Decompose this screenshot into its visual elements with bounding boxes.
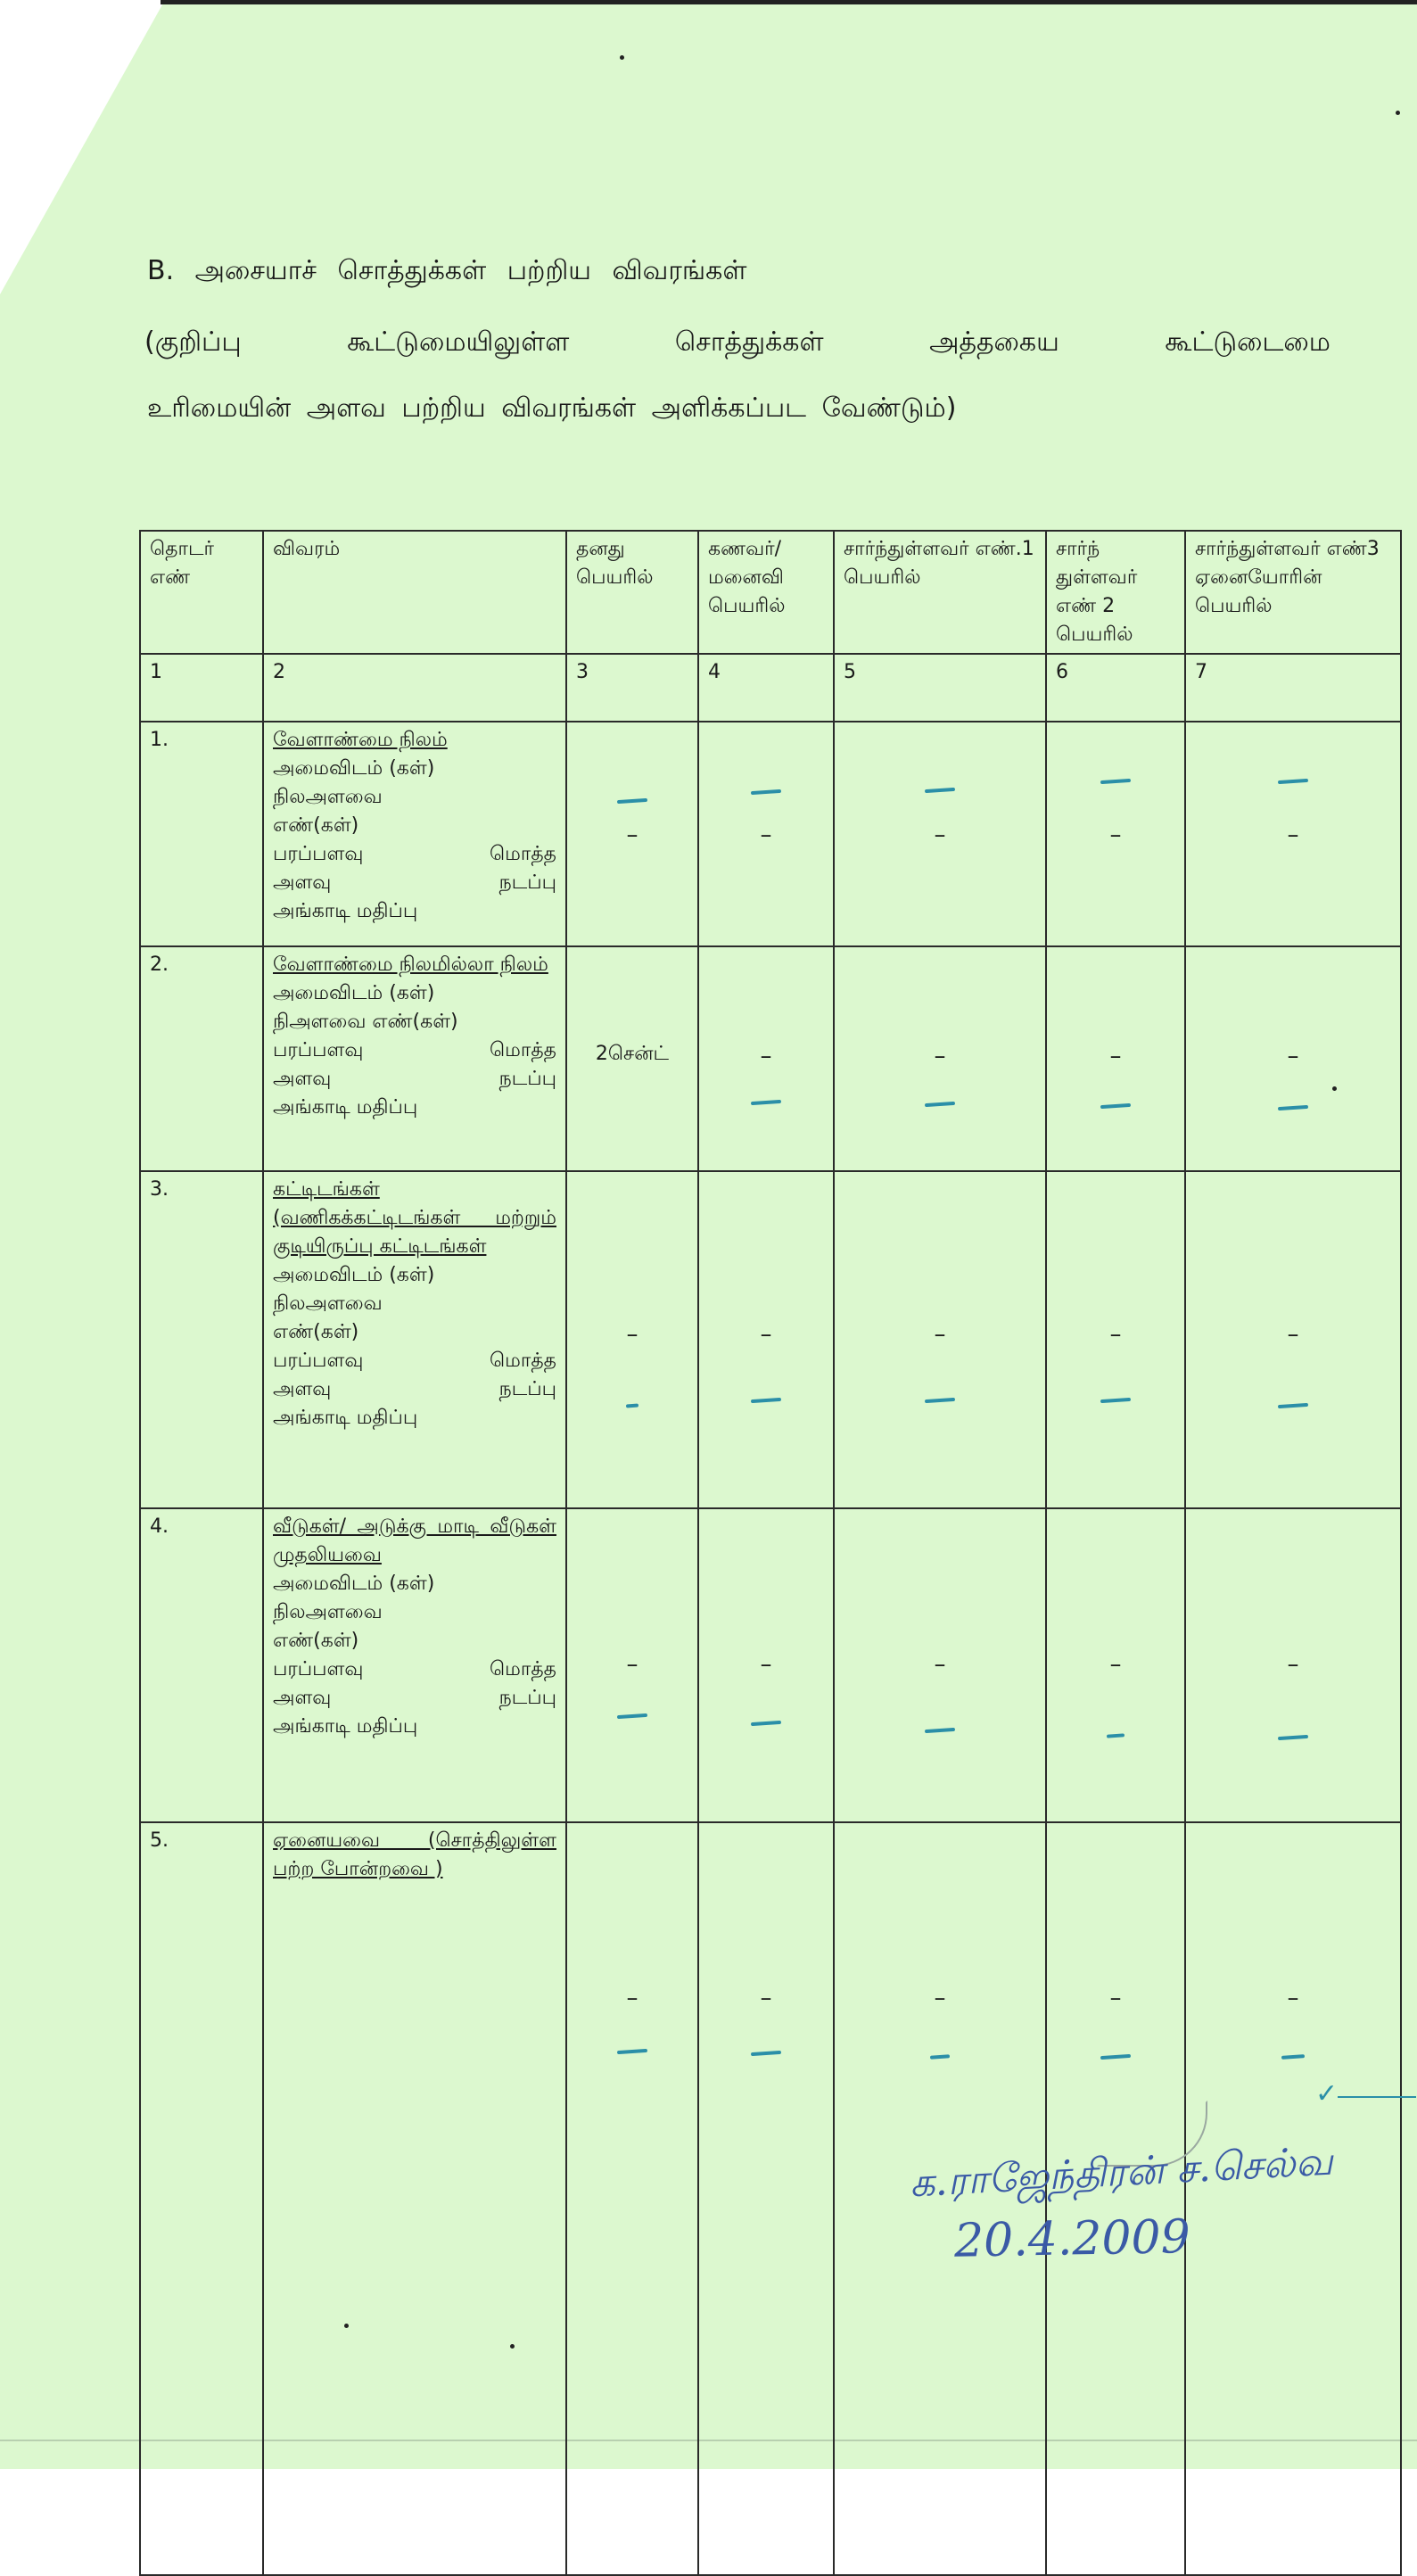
value-text: – [1287, 822, 1299, 848]
value-cell [1185, 946, 1401, 1171]
speck [1332, 1086, 1337, 1091]
item-description [263, 1822, 566, 2575]
ink-mark [751, 789, 781, 795]
value-cell [566, 946, 698, 1171]
item-description [263, 722, 566, 946]
item-detail: அங்காடி மதிப்பு [273, 1715, 418, 1738]
serial-number: 3. [140, 1171, 263, 1508]
serial-number: 4. [140, 1508, 263, 1822]
ink-mark [751, 1100, 781, 1105]
header-cell: தொடர் எண் [140, 531, 263, 654]
item-description [263, 946, 566, 1171]
item-title: கட்டிடங்கள் (வணிகக்கட்டிடங்கள் மற்றும் குடியிருப்பு கட்டிடங்கள் [273, 1178, 556, 1258]
value-cell [698, 1822, 834, 2575]
value-cell [698, 1171, 834, 1508]
note-word: கூட்டுடைமை [1165, 326, 1330, 358]
item-detail: எண்(கள்) [273, 1321, 359, 1343]
ink-mark [925, 1728, 955, 1733]
value-cell [834, 1171, 1046, 1508]
value-cell [1046, 722, 1185, 946]
ink-mark [617, 2049, 647, 2054]
item-description [263, 1171, 566, 1508]
speck [344, 2324, 349, 2328]
value-cell [698, 946, 834, 1171]
table-row [140, 1508, 1401, 1822]
column-number: 6 [1046, 654, 1185, 722]
serial-number: 5. [140, 1822, 263, 2575]
header-cell: சார்ந் துள்ளவர் எண் 2 பெயரில் [1046, 531, 1185, 654]
value-cell [566, 1508, 698, 1822]
item-detail: அளவு நடப்பு [273, 1068, 556, 1090]
note-line-1 [144, 326, 1330, 361]
tick-line [1338, 2096, 1416, 2098]
value-cell [1185, 722, 1401, 946]
speck [620, 55, 624, 60]
value-text: – [760, 1985, 772, 2011]
table-row [140, 946, 1401, 1171]
signature-block [908, 2138, 1334, 2268]
item-detail: நிலஅளவை [273, 786, 383, 808]
value-text: – [1287, 1651, 1299, 1678]
ink-mark [617, 798, 647, 804]
column-number: 3 [566, 654, 698, 722]
value-text: – [1287, 1985, 1299, 2011]
table-row [140, 722, 1401, 946]
ink-mark [1100, 2054, 1131, 2060]
item-detail: அமைவிடம் (கள்) [273, 1264, 435, 1286]
item-detail: நிலஅளவை [273, 1601, 383, 1623]
ink-mark [1278, 1105, 1308, 1110]
item-detail: பரப்பளவு மொத்த [273, 1039, 556, 1061]
column-number-row [140, 654, 1401, 722]
item-detail: அமைவிடம் (கள்) [273, 1573, 435, 1595]
item-detail: நிஅளவை எண்(கள்) [273, 1011, 458, 1033]
value-text: – [1109, 1985, 1122, 2011]
ink-mark [751, 1721, 781, 1726]
value-cell [698, 1508, 834, 1822]
ink-mark [1278, 779, 1308, 784]
value-text: – [934, 1043, 946, 1069]
ink-mark [930, 2054, 950, 2060]
column-number: 5 [834, 654, 1046, 722]
value-text: – [1109, 822, 1122, 848]
item-detail: அமைவிடம் (கள்) [273, 982, 435, 1004]
section-heading: B. அசையாச் சொத்துக்கள் பற்றிய விவரங்கள் [147, 255, 747, 286]
item-detail: எண்(கள்) [273, 814, 359, 837]
value-cell [1046, 1508, 1185, 1822]
column-number: 1 [140, 654, 263, 722]
value-text: – [626, 822, 638, 848]
value-text: – [934, 1985, 946, 2011]
item-title: வேளாண்மை நிலம் [273, 729, 448, 751]
item-detail: பரப்பளவு மொத்த [273, 1658, 556, 1680]
ink-mark [1100, 779, 1131, 784]
assets-table [139, 530, 1402, 2576]
speck [510, 2344, 515, 2349]
ink-mark [1107, 1733, 1125, 1738]
note-line-2: உரிமையின் அளவ பற்றிய விவரங்கள் அளிக்கப்பட வேண்டும்) [147, 392, 957, 424]
value-text: – [760, 822, 772, 848]
item-detail: நிலஅளவை [273, 1292, 383, 1315]
serial-number: 2. [140, 946, 263, 1171]
ink-mark [626, 1404, 638, 1408]
item-title: வீடுகள்/ அடுக்கு மாடி வீடுகள் முதலியவை [273, 1515, 556, 1566]
ink-mark [925, 1398, 955, 1403]
item-detail: பரப்பளவு மொத்த [273, 843, 556, 865]
note-word: (குறிப்பு [144, 326, 242, 358]
value-text: – [934, 822, 946, 848]
item-title: ஏனையவை (சொத்திலுள்ள பற்ற போன்றவை ) [273, 1829, 556, 1880]
item-detail: அளவு நடப்பு [273, 1687, 556, 1709]
value-text: – [760, 1321, 772, 1348]
signature-date: 20.4.2009 [953, 2210, 1191, 2268]
ink-mark [925, 788, 955, 793]
value-text: – [626, 1985, 638, 2011]
value-cell [1185, 1508, 1401, 1822]
ink-mark [751, 1398, 781, 1403]
value-cell [566, 722, 698, 946]
top-edge [161, 0, 1417, 4]
value-text: – [626, 1651, 638, 1678]
signature-name: க.ராஜேந்திரன் ச.செல்வ [908, 2138, 1334, 2207]
ink-mark [1281, 2054, 1305, 2060]
value-text: – [1109, 1043, 1122, 1069]
value-text: – [934, 1651, 946, 1678]
column-number: 7 [1185, 654, 1401, 722]
value-text: 2சென்ட் [595, 1043, 670, 1065]
value-cell [1046, 1171, 1185, 1508]
value-text: – [1287, 1321, 1299, 1348]
value-cell [698, 722, 834, 946]
ink-mark [617, 1713, 647, 1719]
value-text: – [760, 1651, 772, 1678]
ink-mark [1278, 1735, 1308, 1740]
value-text: – [1109, 1651, 1122, 1678]
value-cell [1046, 946, 1185, 1171]
note-word: சொத்துக்கள் [674, 326, 824, 358]
value-cell [1185, 1171, 1401, 1508]
header-cell: கணவர்/ மனைவி பெயரில் [698, 531, 834, 654]
value-text: – [626, 1321, 638, 1348]
item-detail: அமைவிடம் (கள்) [273, 757, 435, 780]
header-cell: தனது பெயரில் [566, 531, 698, 654]
note-word: அத்தகைய [929, 326, 1059, 358]
item-detail: அங்காடி மதிப்பு [273, 1096, 418, 1119]
note-word: கூட்டுமையிலுள்ள [347, 326, 570, 358]
header-cell: சார்ந்துள்ளவர் எண்.1 பெயரில் [834, 531, 1046, 654]
value-text: – [1287, 1043, 1299, 1069]
ink-mark [1100, 1103, 1131, 1109]
value-cell [566, 1171, 698, 1508]
header-cell: விவரம் [263, 531, 566, 654]
header-row [140, 531, 1401, 654]
item-detail: எண்(கள்) [273, 1630, 359, 1652]
item-detail: அங்காடி மதிப்பு [273, 1407, 418, 1429]
table-row [140, 1171, 1401, 1508]
column-number: 2 [263, 654, 566, 722]
value-text: – [1109, 1321, 1122, 1348]
value-cell [834, 1508, 1046, 1822]
ink-mark [1100, 1398, 1131, 1403]
item-detail: அளவு நடப்பு [273, 871, 556, 894]
ink-mark [1278, 1403, 1308, 1408]
column-number: 4 [698, 654, 834, 722]
item-detail: பரப்பளவு மொத்த [273, 1350, 556, 1372]
value-cell [566, 1822, 698, 2575]
ink-mark [925, 1102, 955, 1107]
value-cell [834, 722, 1046, 946]
value-text: – [934, 1321, 946, 1348]
header-cell: சார்ந்துள்ளவர் எண்3 ஏனையோரின் பெயரில் [1185, 531, 1401, 654]
speck [1396, 111, 1400, 115]
item-detail: அங்காடி மதிப்பு [273, 900, 418, 922]
value-cell [834, 946, 1046, 1171]
item-detail: அளவு நடப்பு [273, 1378, 556, 1400]
serial-number: 1. [140, 722, 263, 946]
tick-mark: ✓ [1315, 2078, 1339, 2110]
item-description [263, 1508, 566, 1822]
ink-mark [751, 2051, 781, 2056]
value-text: – [760, 1043, 772, 1069]
item-title: வேளாண்மை நிலமில்லா நிலம் [273, 954, 548, 976]
